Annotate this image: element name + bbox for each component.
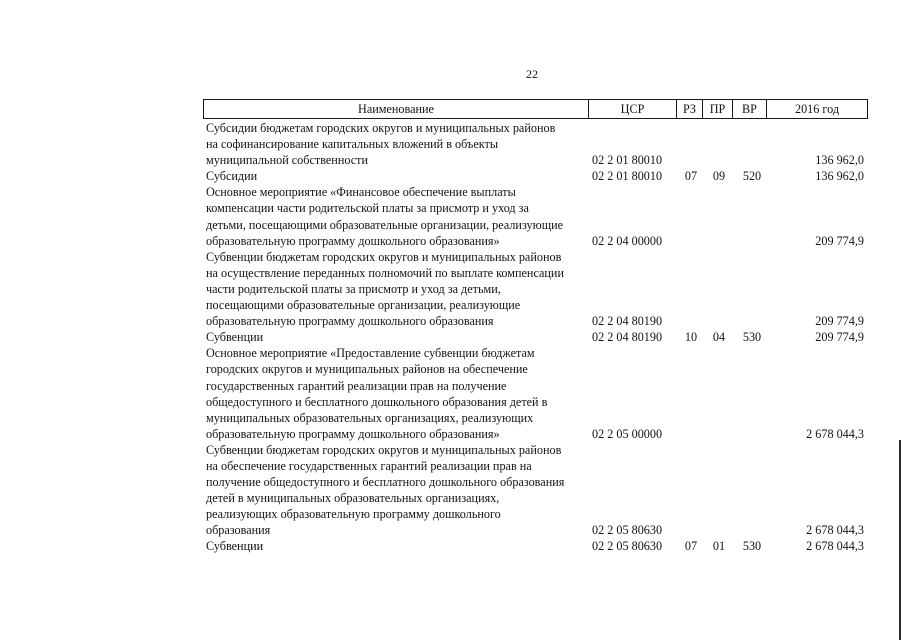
row-name-line: муниципальных образовательных организациях, реализующих: [206, 410, 534, 425]
row-rz: [678, 313, 704, 329]
row-name-line: муниципальной собственности: [206, 153, 368, 168]
table-row: [0, 329, 905, 345]
row-rz: [678, 426, 704, 442]
row-amount: 2 678 044,3: [806, 523, 864, 538]
table-row: [0, 538, 905, 554]
row-csr: 02 2 05 80630: [592, 539, 663, 554]
row-amount: 136 962,0: [815, 153, 864, 168]
table-row: [0, 168, 905, 184]
row-name-line: посещающими образовательные организации, реализующие: [206, 298, 521, 313]
row-pr: 01: [712, 539, 726, 554]
row-amount: 2 678 044,3: [806, 426, 864, 441]
row-name-line: Основное мероприятие «Предоставление субвенции бюджетам: [206, 346, 535, 361]
row-csr: 02 2 04 80190: [592, 330, 663, 345]
row-rz: 10: [684, 330, 698, 345]
row-csr: 02 2 01 80010: [592, 153, 663, 168]
scan-edge-mark: [899, 440, 901, 640]
row-name-line: образования: [206, 523, 271, 538]
row-csr: 02 2 04 80190: [592, 314, 663, 329]
header-rz: РЗ: [677, 100, 703, 118]
row-rz: [678, 522, 704, 538]
row-name: [206, 442, 586, 539]
row-csr: 02 2 01 80010: [592, 169, 663, 184]
row-name-line: на софинансирование капитальных вложений в объекты: [206, 137, 499, 152]
row-pr: 09: [712, 169, 726, 184]
row-name-line: на осуществление переданных полномочий по выплате компенсации: [206, 265, 564, 280]
row-amount: 209 774,9: [815, 233, 864, 248]
row-rz: [678, 233, 704, 249]
header-csr: ЦСР: [589, 100, 677, 118]
row-name-line: получение общедоступного и бесплатного дошкольного образования: [206, 475, 565, 490]
row-name-line: образовательную программу дошкольного образования»: [206, 426, 500, 441]
row-name-line: Субсидии: [206, 169, 258, 184]
row-name-line: образовательную программу дошкольного образования: [206, 314, 494, 329]
table-header: [203, 99, 868, 119]
row-name: [206, 168, 586, 184]
row-name-line: детей в муниципальных образовательных организациях,: [206, 491, 500, 506]
row-pr: [706, 313, 732, 329]
row-pr: 04: [712, 330, 726, 345]
row-csr: 02 2 05 00000: [592, 426, 663, 441]
table-row: [0, 120, 905, 168]
row-name-line: Основное мероприятие «Финансовое обеспечение выплаты: [206, 185, 516, 200]
table-body: [0, 120, 905, 555]
row-name-line: городских округов и муниципальных районов на обеспечение: [206, 362, 528, 377]
row-name-line: государственных гарантий реализации прав на получение: [206, 378, 507, 393]
row-vr: 530: [742, 539, 762, 554]
row-name: [206, 184, 586, 248]
header-vr: ВР: [733, 100, 767, 118]
row-rz: 07: [684, 539, 698, 554]
row-name: [206, 538, 586, 554]
row-name-line: Субсидии бюджетам городских округов и муниципальных районов: [206, 121, 556, 135]
row-name: [206, 329, 586, 345]
row-rz: 07: [684, 169, 698, 184]
header-name: Наименование: [204, 100, 589, 118]
row-name: [206, 249, 586, 329]
row-amount: 136 962,0: [815, 169, 864, 184]
row-csr: 02 2 04 00000: [592, 233, 663, 248]
row-vr: 520: [742, 169, 762, 184]
table-row: [0, 249, 905, 329]
row-name-line: на обеспечение государственных гарантий реализации прав на: [206, 458, 532, 473]
row-name: [206, 120, 586, 168]
row-pr: [706, 522, 732, 538]
table-row: [0, 442, 905, 539]
row-name-line: Субвенции бюджетам городских округов и муниципальных районов: [206, 442, 562, 457]
row-pr: [706, 152, 732, 168]
row-vr: 530: [742, 330, 762, 345]
row-pr: [706, 426, 732, 442]
row-name-line: Субвенции: [206, 539, 264, 554]
header-pr: ПР: [703, 100, 733, 118]
row-name-line: Субвенции бюджетам городских округов и муниципальных районов: [206, 249, 562, 264]
row-amount: 2 678 044,3: [806, 539, 864, 554]
row-name-line: общедоступного и бесплатного дошкольного образования детей в: [206, 394, 548, 409]
row-name-line: части родительской платы за присмотр и уход за детьми,: [206, 281, 501, 296]
row-name-line: детьми, посещающими образовательные организации, реализующие: [206, 217, 564, 232]
row-name-line: образовательную программу дошкольного образования»: [206, 233, 500, 248]
table-row: [0, 184, 905, 248]
row-csr: 02 2 05 80630: [592, 523, 663, 538]
row-name-line: Субвенции: [206, 330, 264, 345]
row-rz: [678, 152, 704, 168]
row-amount: 209 774,9: [815, 314, 864, 329]
row-amount: 209 774,9: [815, 330, 864, 345]
row-name-line: реализующих образовательную программу дошкольного: [206, 507, 501, 522]
page-number: 22: [526, 67, 538, 81]
table-row: [0, 345, 905, 442]
row-name-line: компенсации части родительской платы за присмотр и уход за: [206, 201, 529, 216]
header-year: 2016 год: [794, 102, 840, 116]
row-pr: [706, 233, 732, 249]
row-name: [206, 345, 586, 442]
